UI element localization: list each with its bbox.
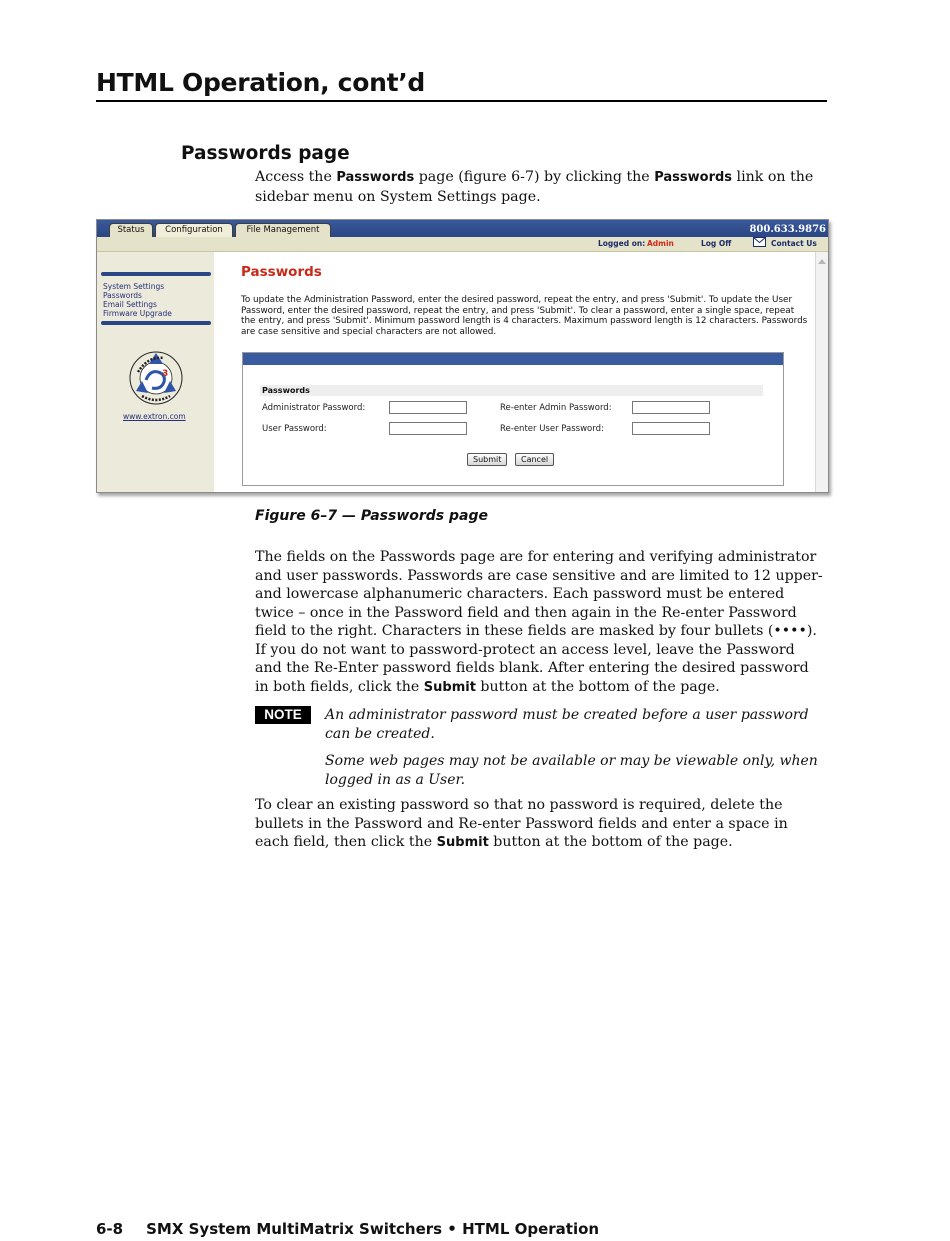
log-off-link[interactable]: Log Off: [701, 239, 732, 248]
sidebar-bottom-bar: [101, 321, 211, 325]
sidebar-item-passwords[interactable]: Passwords: [103, 291, 142, 300]
scroll-up-arrow-icon[interactable]: [816, 257, 828, 267]
user-password-label: User Password:: [262, 424, 327, 434]
tab-configuration[interactable]: Configuration: [155, 223, 233, 237]
info-bar: [97, 237, 828, 252]
note-line-admin: An administrator password must be created before a user password can be created.: [325, 707, 809, 742]
reenter-admin-password-label: Re-enter Admin Password:: [500, 403, 612, 413]
header-rule: [96, 100, 827, 102]
form-section-label: Passwords: [260, 385, 763, 396]
section-title: Passwords page: [181, 143, 350, 164]
cancel-button[interactable]: Cancel: [515, 453, 554, 466]
phone-number: 800.633.9876: [749, 224, 826, 235]
admin-password-label: Administrator Password:: [262, 403, 366, 413]
body-paragraph-clear: To clear an existing password so that no password is required, delete the bullets in the Password and Re-enter Password fields and enter a space in each field, then click the Submit button at the bottom of the page.: [255, 797, 788, 850]
envelope-icon: [753, 237, 766, 249]
sidebar-top-bar: [101, 272, 211, 276]
tab-file-management[interactable]: File Management: [235, 223, 331, 237]
screenshot-page-title: Passwords: [241, 264, 322, 280]
passwords-page-screenshot: [96, 219, 829, 493]
password-form: [242, 352, 784, 486]
svg-text:3: 3: [162, 369, 169, 379]
reenter-user-password-label: Re-enter User Password:: [500, 424, 604, 434]
sidebar-item-email-settings[interactable]: Email Settings: [103, 300, 157, 309]
service-support-logo: [128, 350, 184, 410]
tab-status[interactable]: Status: [109, 223, 153, 237]
logged-on-user: Admin: [647, 239, 674, 248]
admin-password-input[interactable]: [389, 401, 467, 414]
logged-on-label: Logged on:: [598, 239, 646, 248]
footer-page-number: 6-8: [96, 1220, 124, 1238]
reenter-admin-password-input[interactable]: [632, 401, 710, 414]
sidebar-item-firmware-upgrade[interactable]: Firmware Upgrade: [103, 309, 172, 318]
website-link[interactable]: www.extron.com: [123, 412, 186, 421]
submit-button[interactable]: Submit: [467, 453, 507, 466]
sidebar-item-system-settings[interactable]: System Settings: [103, 282, 165, 291]
note-badge: NOTE: [255, 706, 311, 724]
reenter-user-password-input[interactable]: [632, 422, 710, 435]
page-header-title: HTML Operation, cont’d: [96, 68, 426, 97]
page-footer: [96, 1220, 599, 1238]
form-header-bar: [243, 353, 783, 365]
scrollbar[interactable]: [815, 252, 828, 492]
user-password-input[interactable]: [389, 422, 467, 435]
screenshot-description: To update the Administration Password, enter the desired password, repeat the entry, and press 'Submit'. To update the User Password, enter the desired password, repeat the entry, and press 'Submit'. To clear a password, enter a single space, repeat the entry, and press 'Submit'. Minimum password length is 4 characters. Maximum password length is 12 characters. Passwords are case sensitive and special characters are not allowed.: [241, 295, 808, 337]
body-paragraph-fields: The fields on the Passwords page are for entering and verifying administrator and user passwords. Passwords are case sensitive and are limited to 12 upper- and lowercase alphanumeric characters. Each password must be entered twice – once in the Password field and then again in the Re-enter Password field to the right. Characters in these fields are masked by four bullets (••••). If you do not want to password-protect an access level, leave the Password and the Re-Enter password fields blank. After entering the desired password in both fields, click the Submit button at the bottom of the page.: [255, 549, 823, 695]
intro-paragraph: Access the Passwords page (figure 6-7) by clicking the Passwords link on the sidebar menu on System Settings page.: [255, 169, 814, 205]
figure-caption: Figure 6–7 — Passwords page: [255, 508, 489, 524]
note-line-user: Some web pages may not be available or may be viewable only, when logged in as a User.: [325, 753, 818, 788]
sidebar: [97, 252, 214, 492]
footer-title: SMX System MultiMatrix Switchers • HTML Operation: [146, 1220, 600, 1238]
contact-us-link[interactable]: Contact Us: [771, 239, 817, 248]
